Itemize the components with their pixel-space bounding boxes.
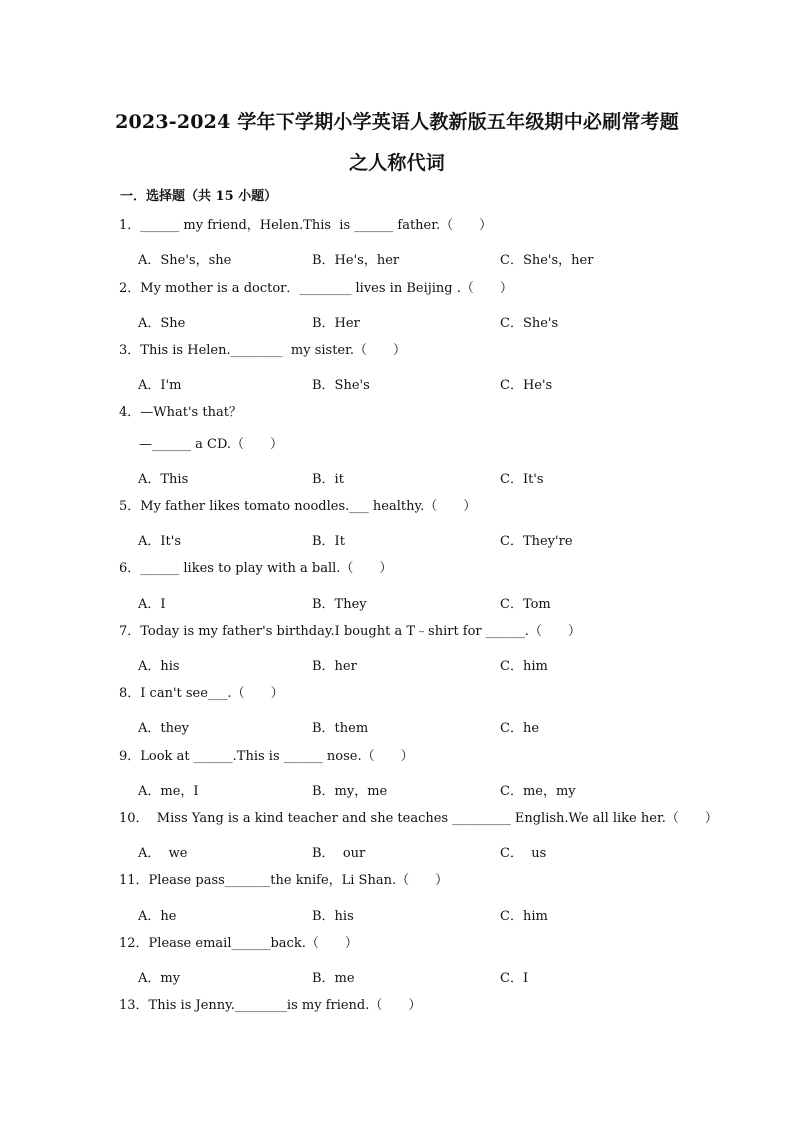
question-4-option-b[interactable]: B．it bbox=[312, 472, 344, 487]
section-heading: 一．选择题（共 15 小题） bbox=[120, 189, 278, 204]
question-6-option-b[interactable]: B．They bbox=[312, 597, 367, 612]
question-1-option-c[interactable]: C．She's，her bbox=[500, 253, 594, 268]
question-12-option-b[interactable]: B．me bbox=[312, 971, 355, 986]
question-6-option-a[interactable]: A．I bbox=[138, 597, 166, 612]
question-12-option-c[interactable]: C．I bbox=[500, 971, 529, 986]
question-12-stem: 12．Please email______back.（ ） bbox=[119, 936, 358, 951]
question-8-option-c[interactable]: C．he bbox=[500, 721, 540, 736]
question-3-option-b[interactable]: B．She's bbox=[312, 378, 370, 393]
question-2-option-b[interactable]: B．Her bbox=[312, 316, 360, 331]
question-13-stem: 13．This is Jenny.________is my friend.（ ） bbox=[119, 998, 422, 1013]
question-3-option-a[interactable]: A．I'm bbox=[138, 378, 182, 393]
question-9-option-b[interactable]: B．my，me bbox=[312, 784, 388, 799]
question-11-option-b[interactable]: B．his bbox=[312, 909, 354, 924]
question-7-stem: 7．Today is my father's birthday.I bought a T﹣shirt for ______.（ ） bbox=[119, 624, 581, 639]
question-11-option-c[interactable]: C．him bbox=[500, 909, 548, 924]
question-7-option-c[interactable]: C．him bbox=[500, 659, 548, 674]
question-1-option-b[interactable]: B．He's，her bbox=[312, 253, 400, 268]
question-8-option-b[interactable]: B．them bbox=[312, 721, 369, 736]
question-2-stem: 2．My mother is a doctor．________ lives in Beijing .（ ） bbox=[119, 281, 513, 296]
question-10-stem: 10． Miss Yang is a kind teacher and she teaches _________ English.We all like her.（ ） bbox=[119, 811, 718, 826]
question-6-stem: 6．______ likes to play with a ball.（ ） bbox=[119, 561, 393, 576]
question-9-stem: 9．Look at ______.This is ______ nose.（ ） bbox=[119, 749, 414, 764]
question-4-option-c[interactable]: C．It's bbox=[500, 472, 544, 487]
question-6-option-c[interactable]: C．Tom bbox=[500, 597, 551, 612]
question-3-stem: 3．This is Helen.________ my sister.（ ） bbox=[119, 343, 407, 358]
question-5-option-a[interactable]: A．It's bbox=[138, 534, 181, 549]
question-7-option-a[interactable]: A．his bbox=[138, 659, 180, 674]
question-8-stem: 8．I can't see___.（ ） bbox=[119, 686, 284, 701]
question-11-option-a[interactable]: A．he bbox=[138, 909, 177, 924]
question-4-stem-reply: —______ a CD.（ ） bbox=[139, 437, 284, 452]
question-10-option-a[interactable]: A． we bbox=[138, 846, 188, 861]
question-12-option-a[interactable]: A．my bbox=[138, 971, 181, 986]
question-2-option-c[interactable]: C．She's bbox=[500, 316, 559, 331]
document-title-line-1: 2023-2024 学年下学期小学英语人教新版五年级期中必刷常考题 bbox=[115, 111, 679, 133]
question-4-option-a[interactable]: A．This bbox=[138, 472, 189, 487]
question-8-option-a[interactable]: A．they bbox=[138, 721, 190, 736]
question-3-option-c[interactable]: C．He's bbox=[500, 378, 553, 393]
question-11-stem: 11．Please pass_______the knife，Li Shan.（ ） bbox=[119, 873, 449, 888]
document-title-line-2: 之人称代词 bbox=[348, 152, 445, 174]
question-5-option-b[interactable]: B．It bbox=[312, 534, 345, 549]
question-5-stem: 5．My father likes tomato noodles.___ healthy.（ ） bbox=[119, 499, 477, 514]
question-9-option-c[interactable]: C．me，my bbox=[500, 784, 576, 799]
question-2-option-a[interactable]: A．She bbox=[138, 316, 186, 331]
question-1-stem: 1．______ my friend，Helen.This is ______ father.（ ） bbox=[119, 218, 493, 233]
question-10-option-c[interactable]: C． us bbox=[500, 846, 547, 861]
question-1-option-a[interactable]: A．She's，she bbox=[138, 253, 232, 268]
question-4-stem: 4．—What's that？ bbox=[119, 405, 242, 420]
question-7-option-b[interactable]: B．her bbox=[312, 659, 357, 674]
question-5-option-c[interactable]: C．They're bbox=[500, 534, 573, 549]
question-9-option-a[interactable]: A．me，I bbox=[138, 784, 199, 799]
question-10-option-b[interactable]: B． our bbox=[312, 846, 366, 861]
